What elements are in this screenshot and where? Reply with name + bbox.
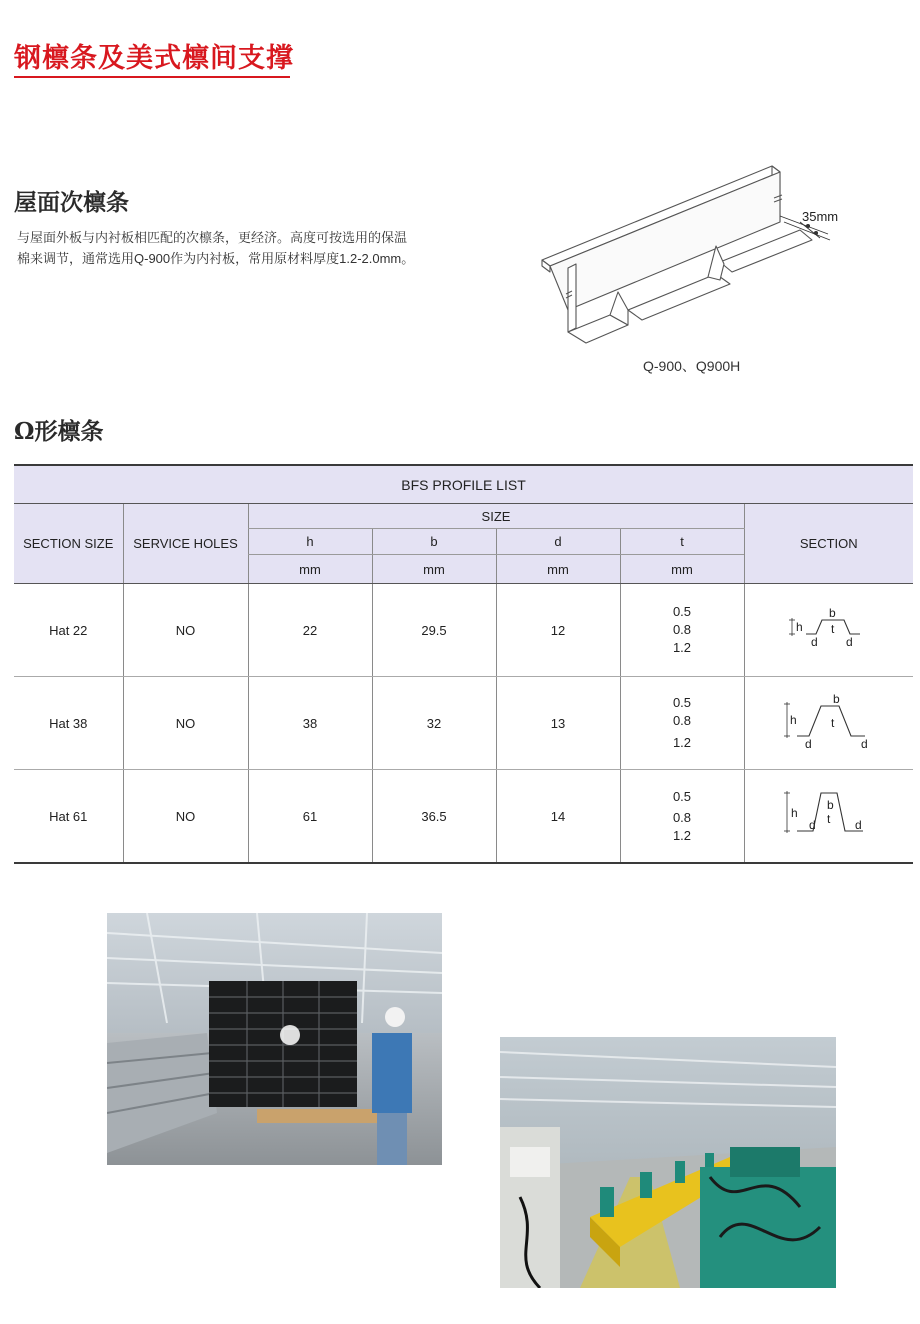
t-value: 1.2 <box>672 640 692 655</box>
cell-section-size: Hat 22 <box>14 584 123 677</box>
warehouse-purlin-stack-photo <box>107 913 442 1165</box>
t-value: 0.5 <box>672 604 692 619</box>
cell-h: 22 <box>248 584 372 677</box>
omega-purlin-heading: Ω形檩条 <box>14 418 104 445</box>
table-row <box>14 677 913 770</box>
section-label-h: h <box>790 805 798 820</box>
header-col-b: b <box>372 529 496 555</box>
header-col-t: t <box>620 529 744 555</box>
cell-h: 61 <box>248 770 372 864</box>
cell-d: 12 <box>496 584 620 677</box>
roll-forming-line-photo <box>500 1037 836 1288</box>
description-line-2: 棉来调节，通常选用Q-900作为内衬板，常用原材料厚度1.2-2.0mm。 <box>17 251 415 266</box>
description-line-1: 与屋面外板与内衬板相匹配的次檩条，更经济。高度可按选用的保温 <box>17 230 408 245</box>
table-title: BFS PROFILE LIST <box>14 465 913 504</box>
table-row <box>14 770 913 864</box>
cell-section-size: Hat 61 <box>14 770 123 864</box>
header-service-holes: SERVICE HOLES <box>123 504 248 584</box>
cell-section-diagram <box>744 584 913 677</box>
t-value: 0.8 <box>672 713 692 728</box>
t-value: 0.5 <box>672 788 692 804</box>
section-label-d: d <box>845 634 853 649</box>
unit-h: mm <box>248 555 372 584</box>
title-underline <box>14 76 290 78</box>
cell-service-holes: NO <box>123 770 248 864</box>
t-value: 1.2 <box>672 827 692 843</box>
section-label-h: h <box>795 619 803 634</box>
unit-d: mm <box>496 555 620 584</box>
section-label-b: b <box>826 797 834 812</box>
section-label-d: d <box>810 634 818 649</box>
t-value: 1.2 <box>672 735 692 750</box>
header-section: SECTION <box>744 504 913 584</box>
section-label-t: t <box>830 621 835 636</box>
profile-table <box>14 464 913 864</box>
cell-service-holes: NO <box>123 677 248 770</box>
dimension-label: 35mm <box>802 209 839 224</box>
t-value: 0.8 <box>672 622 692 637</box>
cell-section-size: Hat 38 <box>14 677 123 770</box>
cell-t <box>620 677 744 770</box>
cell-t <box>620 770 744 864</box>
section-label-b: b <box>832 691 840 706</box>
cell-t <box>620 584 744 677</box>
section-label-h: h <box>789 712 797 727</box>
section-label-d: d <box>854 817 862 832</box>
section-label-d: d <box>808 817 816 832</box>
section-label-d: d <box>860 736 868 751</box>
page-title: 钢檩条及美式檩间支撑 <box>14 43 294 74</box>
cell-b: 36.5 <box>372 770 496 864</box>
secondary-purlin-drawing <box>538 160 858 350</box>
section-label-d: d <box>804 736 812 751</box>
cell-d: 13 <box>496 677 620 770</box>
hat22-section-diagram <box>784 604 874 654</box>
section-label-t: t <box>830 715 835 730</box>
unit-b: mm <box>372 555 496 584</box>
t-value: 0.5 <box>672 695 692 710</box>
cell-b: 29.5 <box>372 584 496 677</box>
hat61-section-diagram <box>779 785 879 845</box>
header-section-size: SECTION SIZE <box>14 504 123 584</box>
section-label-t: t <box>826 811 831 826</box>
header-size: SIZE <box>248 504 744 529</box>
secondary-purlin-heading: 屋面次檩条 <box>14 189 129 216</box>
cell-b: 32 <box>372 677 496 770</box>
hat38-section-diagram <box>779 692 879 752</box>
purlin-caption: Q-900、Q900H <box>643 358 741 374</box>
unit-t: mm <box>620 555 744 584</box>
secondary-purlin-description <box>17 227 467 269</box>
header-col-h: h <box>248 529 372 555</box>
cell-section-diagram <box>744 770 913 864</box>
header-col-d: d <box>496 529 620 555</box>
t-value: 0.8 <box>672 809 692 825</box>
cell-d: 14 <box>496 770 620 864</box>
section-label-b: b <box>828 605 836 620</box>
cell-h: 38 <box>248 677 372 770</box>
cell-section-diagram <box>744 677 913 770</box>
table-row <box>14 584 913 677</box>
cell-service-holes: NO <box>123 584 248 677</box>
